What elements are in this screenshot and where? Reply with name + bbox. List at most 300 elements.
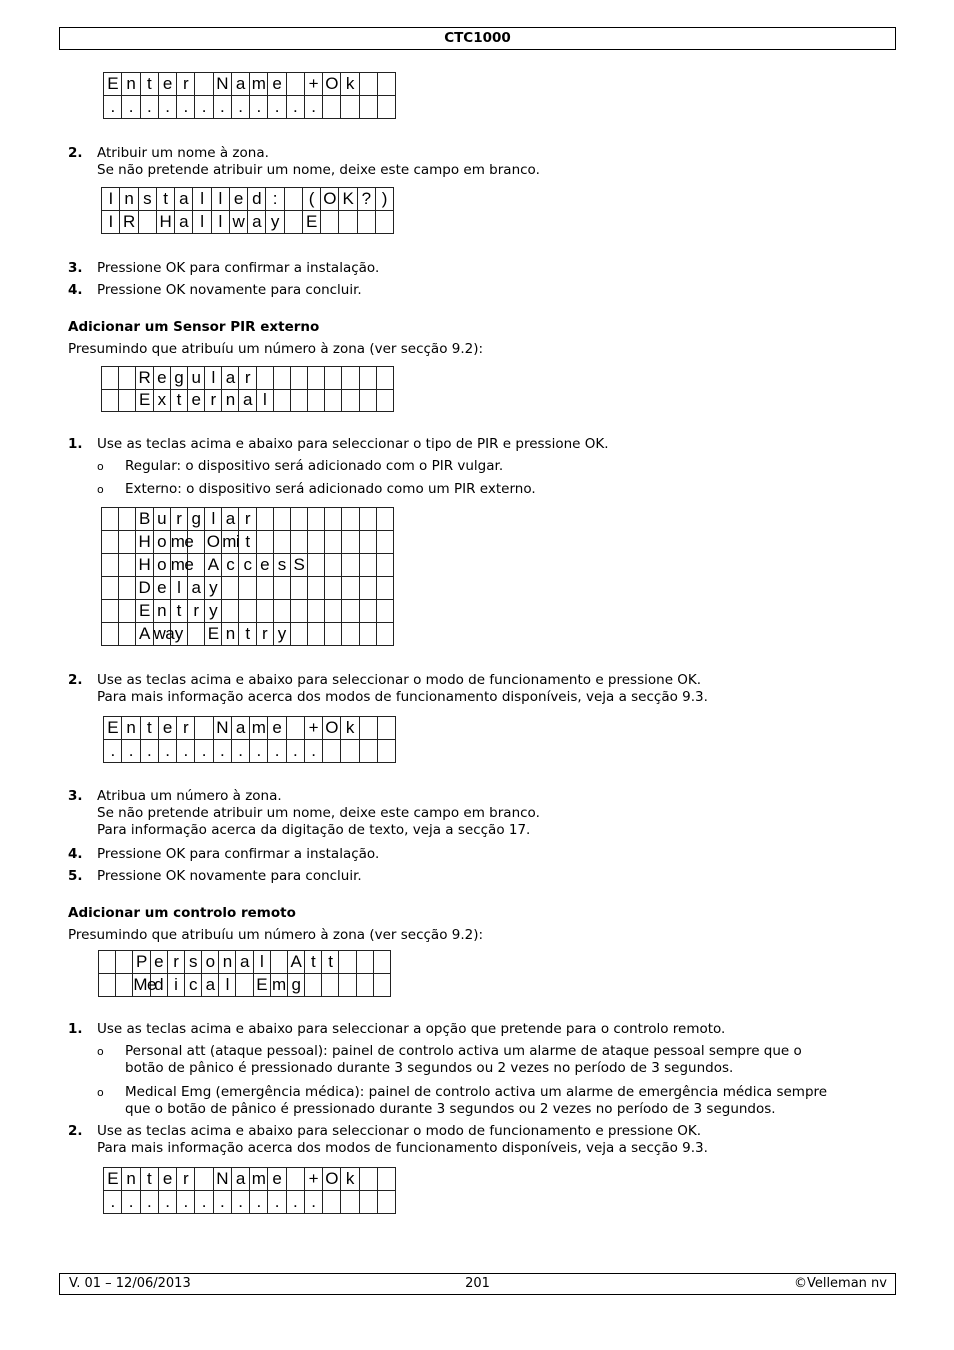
lcd-row [102, 554, 394, 577]
lcd-cell: E [253, 974, 270, 997]
lcd-cell: wa [153, 623, 170, 646]
lcd-cell: P [133, 951, 150, 974]
step-number: 3. [68, 260, 83, 276]
lcd-cell: . [104, 1191, 122, 1214]
lcd-cell: t [170, 389, 187, 412]
lcd-cell [138, 211, 156, 234]
lcd-cell: e [268, 73, 286, 96]
lcd-cell [342, 554, 359, 577]
lcd-cell: y [266, 211, 284, 234]
lcd-cell: i [167, 974, 184, 997]
lcd-cell [359, 73, 377, 96]
lcd-cell: O [321, 188, 339, 211]
lcd-cell: m [270, 974, 287, 997]
lcd-cell: E [136, 389, 153, 412]
bullet-text: Personal att (ataque pessoal): painel de controlo activa um alarme de ataque pessoal sempre que o [125, 1043, 802, 1059]
step-text: Use as teclas acima e abaixo para seleccionar a opção que pretende para o controlo remoto. [97, 1021, 726, 1037]
lcd-cell: . [286, 1191, 304, 1214]
lcd-cell: E [205, 623, 222, 646]
lcd-cell: y [170, 623, 187, 646]
lcd-cell: . [140, 740, 158, 763]
step-text: Use as teclas acima e abaixo para seleccionar o modo de funcionamento e pressione OK. [97, 1123, 702, 1139]
step-text: Pressione OK novamente para concluir. [97, 282, 362, 298]
lcd-cell [273, 577, 290, 600]
lcd-cell [359, 623, 376, 646]
lcd-cell: A [287, 951, 304, 974]
bullet-icon: o [97, 1045, 104, 1058]
lcd-cell [321, 211, 339, 234]
lcd-cell: a [231, 1168, 249, 1191]
lcd-cell [341, 96, 359, 119]
section-heading-remote: Adicionar um controlo remoto [68, 905, 296, 921]
lcd-cell [308, 367, 325, 390]
lcd-cell: y [273, 623, 290, 646]
lcd-cell [359, 554, 376, 577]
lcd-cell [290, 389, 307, 412]
lcd-cell [308, 600, 325, 623]
lcd-cell [284, 188, 302, 211]
lcd-cell: . [177, 1191, 195, 1214]
lcd-cell [273, 508, 290, 531]
lcd-cell: e [153, 577, 170, 600]
lcd-cell [308, 577, 325, 600]
lcd-cell: l [219, 974, 236, 997]
lcd-cell: d [150, 974, 167, 997]
lcd-cell [290, 531, 307, 554]
lcd-cell [256, 577, 273, 600]
lcd-cell [119, 600, 136, 623]
lcd-cell [342, 367, 359, 390]
lcd-cell [308, 531, 325, 554]
lcd-cell: + [304, 73, 322, 96]
lcd-cell: . [195, 740, 213, 763]
lcd-cell [377, 740, 395, 763]
lcd-cell: E [104, 717, 122, 740]
lcd-enter-name [103, 716, 396, 763]
lcd-cell: n [153, 600, 170, 623]
lcd-cell: ( [302, 188, 320, 211]
lcd-cell [119, 623, 136, 646]
lcd-row [104, 717, 396, 740]
lcd-cell [273, 367, 290, 390]
lcd-cell: a [222, 367, 239, 390]
lcd-cell: E [104, 73, 122, 96]
lcd-cell [359, 367, 376, 390]
lcd-cell: o [202, 951, 219, 974]
lcd-cell: n [222, 623, 239, 646]
lcd-cell: r [256, 623, 273, 646]
lcd-cell [239, 600, 256, 623]
lcd-cell [102, 389, 119, 412]
lcd-cell [357, 211, 375, 234]
lcd-cell: . [268, 740, 286, 763]
lcd-cell: Me [133, 974, 150, 997]
step-number: 5. [68, 868, 83, 884]
lcd-cell: k [341, 1168, 359, 1191]
lcd-cell: . [140, 96, 158, 119]
lcd-cell: r [177, 1168, 195, 1191]
lcd-cell [119, 554, 136, 577]
bullet-icon: o [97, 460, 104, 473]
lcd-cell [256, 531, 273, 554]
lcd-cell [222, 577, 239, 600]
lcd-cell [119, 577, 136, 600]
lcd-cell: . [158, 740, 176, 763]
step-number: 1. [68, 1021, 83, 1037]
lcd-cell: . [250, 96, 268, 119]
bullet-icon: o [97, 1086, 104, 1099]
lcd-cell [359, 508, 376, 531]
lcd-cell [99, 951, 116, 974]
lcd-cell [119, 389, 136, 412]
lcd-cell: E [302, 211, 320, 234]
lcd-cell: . [304, 96, 322, 119]
lcd-cell [341, 740, 359, 763]
lcd-enter-name [103, 72, 396, 119]
lcd-cell [102, 623, 119, 646]
lcd-cell [195, 1168, 213, 1191]
lcd-row [102, 389, 394, 412]
step-text: Para mais informação acerca dos modos de funcionamento disponíveis, veja a secção 9.3. [97, 689, 708, 705]
lcd-cell: O [323, 717, 341, 740]
page-header [59, 27, 896, 50]
lcd-cell [270, 951, 287, 974]
lcd-row [102, 211, 394, 234]
lcd-cell [325, 623, 342, 646]
lcd-row [104, 96, 396, 119]
lcd-cell: K [339, 188, 357, 211]
lcd-cell [377, 1191, 395, 1214]
lcd-cell [376, 367, 393, 390]
lcd-cell: n [222, 389, 239, 412]
lcd-cell [325, 389, 342, 412]
lcd-cell [290, 623, 307, 646]
lcd-cell: e [158, 717, 176, 740]
lcd-cell [325, 600, 342, 623]
lcd-cell: D [136, 577, 153, 600]
lcd-cell [323, 96, 341, 119]
lcd-cell: B [136, 508, 153, 531]
lcd-cell: . [122, 1191, 140, 1214]
lcd-cell [342, 623, 359, 646]
lcd-cell [308, 623, 325, 646]
header-title: CTC1000 [444, 30, 511, 46]
lcd-remote-option [98, 950, 391, 997]
lcd-cell: a [222, 508, 239, 531]
bullet-text: Regular: o dispositivo será adicionado com o PIR vulgar. [125, 458, 504, 474]
lcd-row [99, 974, 391, 997]
lcd-cell: t [140, 1168, 158, 1191]
lcd-cell: . [122, 96, 140, 119]
lcd-cell [195, 717, 213, 740]
lcd-cell [322, 974, 339, 997]
lcd-row [104, 73, 396, 96]
lcd-cell [325, 508, 342, 531]
lcd-cell [359, 96, 377, 119]
footer-version: V. 01 – 12/06/2013 [69, 1276, 191, 1291]
lcd-cell: E [136, 600, 153, 623]
lcd-cell [342, 531, 359, 554]
lcd-cell [359, 389, 376, 412]
lcd-cell [341, 1191, 359, 1214]
lcd-cell: e [268, 1168, 286, 1191]
footer-page-number: 201 [465, 1276, 490, 1291]
lcd-cell: N [213, 73, 231, 96]
lcd-cell: O [323, 1168, 341, 1191]
lcd-cell [339, 951, 356, 974]
step-text: Use as teclas acima e abaixo para seleccionar o modo de funcionamento e pressione OK. [97, 672, 702, 688]
lcd-pir-type [101, 366, 394, 412]
lcd-row [102, 577, 394, 600]
lcd-cell [359, 1191, 377, 1214]
lcd-cell [376, 531, 393, 554]
lcd-cell: l [193, 211, 211, 234]
lcd-cell [102, 554, 119, 577]
lcd-cell [273, 389, 290, 412]
lcd-cell: N [213, 717, 231, 740]
lcd-cell [376, 577, 393, 600]
lcd-cell: a [175, 211, 193, 234]
lcd-cell [325, 531, 342, 554]
lcd-cell: g [187, 508, 204, 531]
step-text: Atribua um número à zona. [97, 788, 282, 804]
step-number: 1. [68, 436, 83, 452]
lcd-cell [284, 211, 302, 234]
lcd-cell: . [195, 96, 213, 119]
lcd-cell: . [268, 96, 286, 119]
step-text: Atribuir um nome à zona. [97, 145, 269, 161]
lcd-cell [239, 577, 256, 600]
lcd-cell: . [177, 740, 195, 763]
lcd-cell [376, 554, 393, 577]
lcd-row [102, 600, 394, 623]
lcd-cell: . [195, 1191, 213, 1214]
lcd-cell: m [250, 73, 268, 96]
lcd-cell: e [187, 389, 204, 412]
lcd-cell [116, 951, 133, 974]
lcd-cell: me [170, 554, 187, 577]
lcd-cell: . [250, 1191, 268, 1214]
lcd-cell [359, 717, 377, 740]
lcd-cell: a [239, 389, 256, 412]
lcd-cell: o [153, 554, 170, 577]
lcd-cell [339, 974, 356, 997]
step-text: Se não pretende atribuir um nome, deixe este campo em branco. [97, 805, 540, 821]
lcd-cell: l [193, 188, 211, 211]
lcd-cell: g [287, 974, 304, 997]
lcd-cell: l [211, 188, 229, 211]
lcd-cell: r [177, 73, 195, 96]
lcd-cell: a [202, 974, 219, 997]
lcd-cell: . [104, 96, 122, 119]
lcd-cell: S [290, 554, 307, 577]
lcd-cell [290, 508, 307, 531]
lcd-cell: . [140, 1191, 158, 1214]
section-intro: Presumindo que atribuíu um número à zona (ver secção 9.2): [68, 341, 484, 357]
lcd-cell [116, 974, 133, 997]
lcd-cell [342, 389, 359, 412]
lcd-cell: . [286, 740, 304, 763]
footer-copyright: ©Velleman nv [793, 1276, 887, 1291]
lcd-cell [376, 600, 393, 623]
section-intro: Presumindo que atribuíu um número à zona (ver secção 9.2): [68, 927, 484, 943]
lcd-cell: m [250, 717, 268, 740]
lcd-cell: e [268, 717, 286, 740]
lcd-cell: . [158, 96, 176, 119]
section-heading-pir: Adicionar um Sensor PIR externo [68, 319, 320, 335]
lcd-row [102, 623, 394, 646]
lcd-row [104, 1191, 396, 1214]
lcd-row [102, 188, 394, 211]
lcd-cell: O [323, 73, 341, 96]
lcd-cell: d [248, 188, 266, 211]
lcd-cell: x [153, 389, 170, 412]
lcd-cell: . [268, 1191, 286, 1214]
bullet-text: que o botão de pânico é pressionado durante 3 segundos ou 2 vezes no período de 3 segundos. [125, 1101, 776, 1117]
lcd-cell [356, 974, 373, 997]
lcd-cell: N [213, 1168, 231, 1191]
lcd-cell [342, 508, 359, 531]
step-text: Pressione OK novamente para concluir. [97, 868, 362, 884]
page-footer [59, 1273, 896, 1295]
lcd-cell: A [205, 554, 222, 577]
lcd-cell [102, 508, 119, 531]
lcd-cell: t [322, 951, 339, 974]
lcd-cell: r [187, 600, 204, 623]
lcd-cell: . [231, 96, 249, 119]
lcd-cell [373, 974, 390, 997]
lcd-cell [325, 554, 342, 577]
step-number: 3. [68, 788, 83, 804]
lcd-cell: e [256, 554, 273, 577]
lcd-cell: . [250, 740, 268, 763]
lcd-cell [102, 531, 119, 554]
lcd-cell: mi [222, 531, 239, 554]
lcd-cell [195, 73, 213, 96]
lcd-cell [376, 508, 393, 531]
lcd-cell: w [229, 211, 247, 234]
lcd-row [102, 367, 394, 390]
lcd-cell: A [136, 623, 153, 646]
bullet-text: botão de pânico é pressionado durante 3 segundos ou 2 vezes no período de 3 segundos. [125, 1060, 734, 1076]
lcd-cell [102, 367, 119, 390]
lcd-cell [377, 1168, 395, 1191]
lcd-cell: me [170, 531, 187, 554]
lcd-cell [273, 531, 290, 554]
lcd-cell [286, 1168, 304, 1191]
lcd-cell: I [102, 211, 120, 234]
lcd-cell: r [170, 508, 187, 531]
lcd-cell [256, 600, 273, 623]
lcd-cell: n [122, 1168, 140, 1191]
lcd-cell [222, 600, 239, 623]
bullet-text: Externo: o dispositivo será adicionado como um PIR externo. [125, 481, 536, 497]
lcd-cell [256, 508, 273, 531]
lcd-cell: n [219, 951, 236, 974]
lcd-cell: . [304, 1191, 322, 1214]
lcd-cell: . [304, 740, 322, 763]
lcd-cell: r [177, 717, 195, 740]
step-text: Para mais informação acerca dos modos de funcionamento disponíveis, veja a secção 9.3. [97, 1140, 708, 1156]
lcd-cell: R [120, 211, 138, 234]
lcd-cell: c [184, 974, 201, 997]
lcd-cell [236, 974, 253, 997]
lcd-cell: n [122, 73, 140, 96]
lcd-cell: . [213, 740, 231, 763]
lcd-cell: k [341, 717, 359, 740]
lcd-cell [359, 1168, 377, 1191]
lcd-installed [101, 187, 394, 234]
lcd-cell: e [229, 188, 247, 211]
lcd-cell [377, 73, 395, 96]
lcd-row [104, 740, 396, 763]
lcd-cell: a [236, 951, 253, 974]
lcd-cell [376, 389, 393, 412]
lcd-cell: y [205, 600, 222, 623]
lcd-row [102, 508, 394, 531]
lcd-cell [375, 211, 393, 234]
lcd-cell: l [205, 367, 222, 390]
lcd-cell: n [120, 188, 138, 211]
lcd-cell: a [231, 73, 249, 96]
lcd-cell [376, 623, 393, 646]
lcd-cell [325, 577, 342, 600]
lcd-cell: e [158, 1168, 176, 1191]
lcd-cell: . [286, 96, 304, 119]
lcd-cell [356, 951, 373, 974]
lcd-cell: n [122, 717, 140, 740]
lcd-cell: l [253, 951, 270, 974]
lcd-cell [102, 600, 119, 623]
lcd-cell: O [205, 531, 222, 554]
lcd-cell [325, 367, 342, 390]
lcd-cell: . [231, 740, 249, 763]
lcd-cell [305, 974, 322, 997]
lcd-cell [377, 717, 395, 740]
lcd-cell: a [248, 211, 266, 234]
lcd-cell: ) [375, 188, 393, 211]
lcd-cell: a [175, 188, 193, 211]
lcd-cell [273, 600, 290, 623]
step-number: 4. [68, 846, 83, 862]
lcd-cell [119, 531, 136, 554]
lcd-cell: ? [357, 188, 375, 211]
lcd-cell: e [150, 951, 167, 974]
lcd-cell [377, 96, 395, 119]
lcd-cell: . [231, 1191, 249, 1214]
step-text: Para informação acerca da digitação de texto, veja a secção 17. [97, 822, 531, 838]
lcd-cell [323, 740, 341, 763]
lcd-cell: r [167, 951, 184, 974]
lcd-cell [256, 367, 273, 390]
lcd-cell: k [341, 73, 359, 96]
lcd-cell: l [256, 389, 273, 412]
lcd-cell: s [184, 951, 201, 974]
lcd-cell [323, 1191, 341, 1214]
lcd-cell: + [304, 1168, 322, 1191]
lcd-cell [342, 577, 359, 600]
lcd-cell: s [273, 554, 290, 577]
lcd-cell: + [304, 717, 322, 740]
lcd-cell: H [136, 554, 153, 577]
lcd-cell: . [213, 1191, 231, 1214]
step-number: 2. [68, 1123, 83, 1139]
step-number: 2. [68, 672, 83, 688]
lcd-cell [308, 508, 325, 531]
lcd-cell [373, 951, 390, 974]
lcd-cell [359, 531, 376, 554]
lcd-cell: H [156, 211, 174, 234]
